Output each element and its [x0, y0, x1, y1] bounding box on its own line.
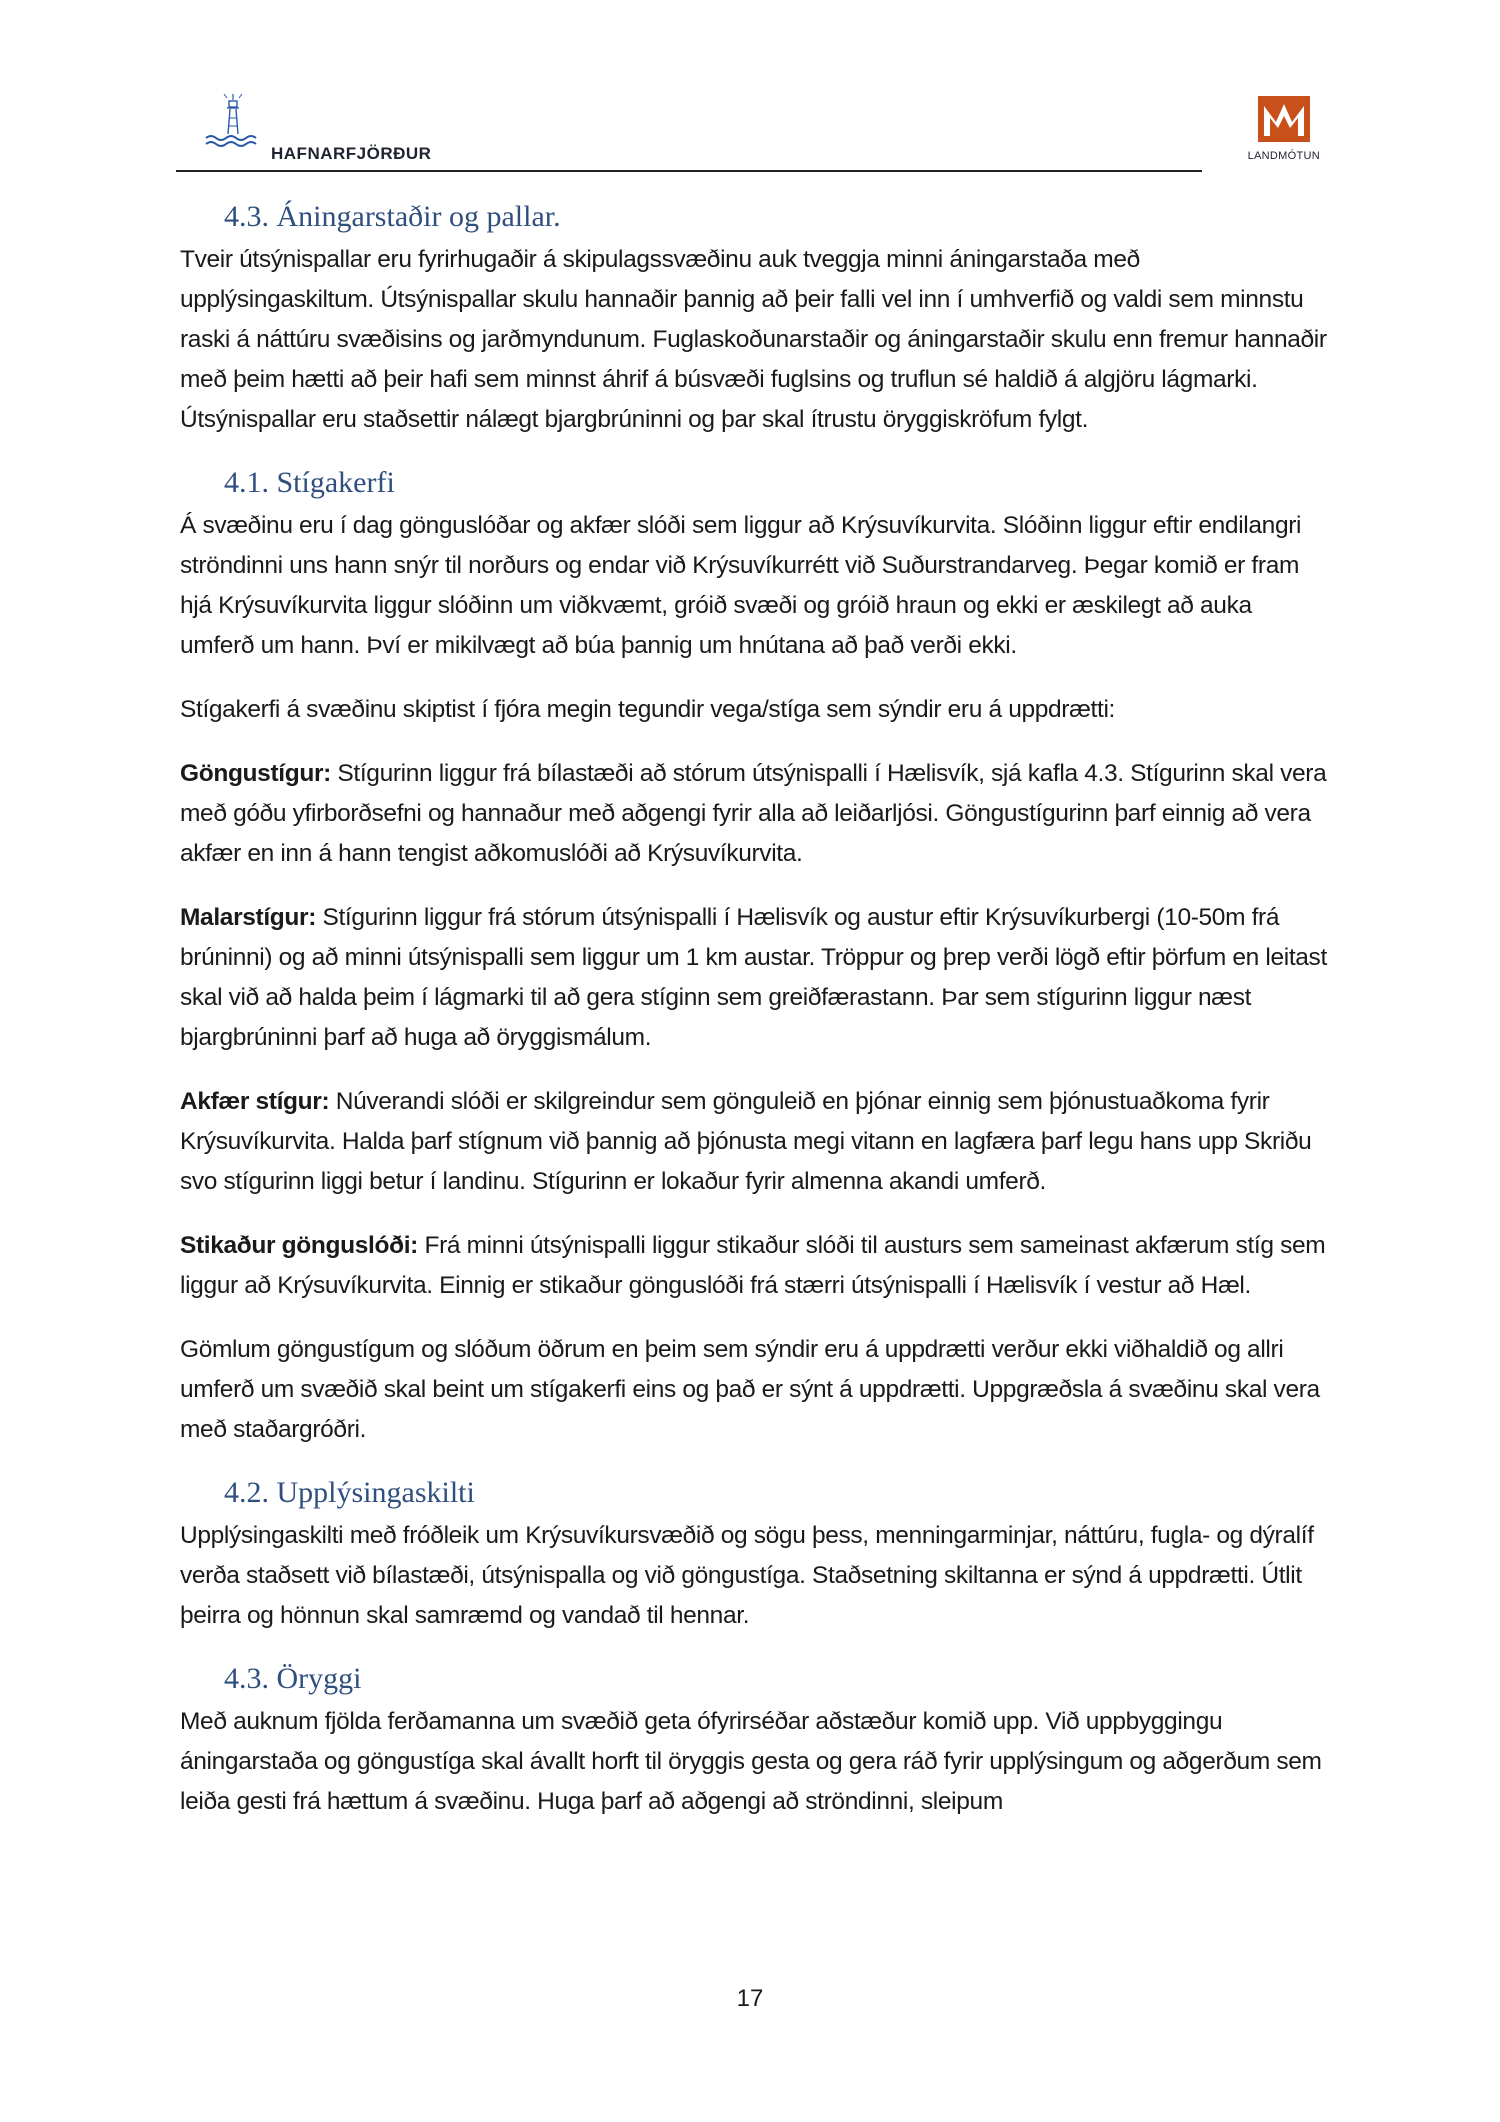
document-body [180, 198, 1330, 1846]
section-heading: 4.1. Stígakerfi [224, 466, 395, 499]
paragraph-stikadur-gonguslodi [180, 1226, 1330, 1306]
term-label: Göngustígur: [180, 760, 331, 787]
paragraph: Með auknum fjölda ferðamanna um svæðið geta ófyrirséðar aðstæður komið upp. Við uppbyggingu áningarstaða og göngustíga skal ávallt horft til öryggis gesta og gera ráð fyrir upplýsingum og aðgerðum sem leiða gesti frá hættum á svæðinu. Huga þarf að aðgengi að ströndinni, sleipum [180, 1708, 1322, 1815]
paragraph-malarstigur [180, 898, 1330, 1058]
section-aningarstadir [180, 198, 1330, 440]
page-number: 17 [736, 1985, 764, 2012]
term-text: Frá minni útsýnispalli liggur stikaður slóði til austurs sem sameinast akfærum stíg sem liggur að Krýsuvíkurvita. Einnig er stikaður gönguslóði frá stærri útsýnispalli í Hælisvík í vestur að Hæl. [180, 1232, 1326, 1299]
term-label: Malarstígur: [180, 904, 317, 931]
paragraph: Upplýsingaskilti með fróðleik um Krýsuvíkursvæðið og sögu þess, menningarminjar, náttúru, fugla- og dýralíf verða staðsett við bílastæði, útsýnispalla og við göngustíga. Staðsetning skiltanna er sýnd á uppdrætti. Útlit þeirra og hönnun skal samræmd og vandað til hennar. [180, 1522, 1314, 1629]
header-divider [176, 170, 1202, 172]
section-heading: 4.2. Upplýsingaskilti [224, 1476, 475, 1509]
landmotun-emblem-icon [1258, 96, 1310, 142]
paragraph: Stígakerfi á svæðinu skiptist í fjóra megin tegundir vega/stíga sem sýndir eru á uppdrætti: [180, 696, 1116, 723]
lighthouse-icon [198, 92, 268, 152]
term-text: Stígurinn liggur frá bílastæði að stórum útsýnispalli í Hælisvík, sjá kafla 4.3. Stígurinn skal vera með góðu yfirborðsefni og hannaður með aðgengi fyrir alla að leiðarljósi. Göngustígurinn þarf einnig að vera akfær en inn á hann tengist aðkomuslóði að Krýsuvíkurvita. [180, 760, 1327, 867]
paragraph: Á svæðinu eru í dag gönguslóðar og akfær slóði sem liggur að Krýsuvíkurvita. Slóðinn liggur eftir endilangri ströndinni uns hann snýr til norðurs og endar við Krýsuvíkurrétt við Suðurstrandarveg. Þegar komið er fram hjá Krýsuvíkurvita liggur slóðinn um viðkvæmt, gróið svæði og gróið hraun og ekki er æskilegt að auka umferð um hann. Því er mikilvægt að búa þannig um hnútana að það verði ekki. [180, 512, 1302, 659]
hafnarfjordur-logo-text: HAFNARFJÖRÐUR [271, 144, 432, 163]
paragraph-gongustigur [180, 754, 1330, 874]
section-oryggi [180, 1660, 1330, 1822]
section-heading: 4.3. Áningarstaðir og pallar. [224, 200, 561, 233]
page-header [176, 92, 1320, 172]
landmotun-logo-text: LANDMÓTUN [1247, 150, 1320, 162]
hafnarfjordur-logo [198, 92, 432, 163]
landmotun-logo [1230, 96, 1320, 166]
section-stigakerfi [180, 464, 1330, 1450]
section-heading: 4.3. Öryggi [224, 1662, 362, 1695]
paragraph-akfaer-stigur [180, 1082, 1330, 1202]
paragraph: Tveir útsýnispallar eru fyrirhugaðir á skipulagssvæðinu auk tveggja minni áningarstaða með upplýsingaskiltum. Útsýnispallar skulu hannaðir þannig að þeir falli vel inn í umhverfið og valdi sem minnstu raski á náttúru svæðisins og jarðmyndunum. Fuglaskoðunarstaðir og áningarstaðir skulu enn fremur hannaðir með þeim hætti að þeir hafi sem minnst áhrif á búsvæði fuglsins og truflun sé haldið á algjöru lágmarki. Útsýnispallar eru staðsettir nálægt bjargbrúninni og þar skal ítrustu öryggiskröfum fylgt. [180, 246, 1327, 433]
term-text: Stígurinn liggur frá stórum útsýnispalli í Hælisvík og austur eftir Krýsuvíkurbergi (10-50m frá brúninni) og að minni útsýnispalli sem liggur um 1 km austar. Tröppur og þrep verði lögð eftir þörfum en leitast skal við að halda þeim í lágmarki til að gera stíginn sem greiðfærastann. Þar sem stígurinn liggur næst bjargbrúninni þarf að huga að öryggismálum. [180, 904, 1327, 1051]
section-upplysingaskilti [180, 1474, 1330, 1636]
term-label: Akfær stígur: [180, 1088, 330, 1115]
term-label: Stikaður gönguslóði: [180, 1232, 418, 1259]
term-text: Núverandi slóði er skilgreindur sem gönguleið en þjónar einnig sem þjónustuaðkoma fyrir Krýsuvíkurvita. Halda þarf stígnum við þannig að þjónusta megi vitann en lagfæra þarf legu hans upp Skriðu svo stígurinn liggi betur í landinu. Stígurinn er lokaður fyrir almenna akandi umferð. [180, 1088, 1312, 1195]
paragraph: Gömlum göngustígum og slóðum öðrum en þeim sem sýndir eru á uppdrætti verður ekki viðhaldið og allri umferð um svæðið skal beint um stígakerfi eins og það er sýnt á uppdrætti. Uppgræðsla á svæðinu skal vera með staðargróðri. [180, 1336, 1320, 1443]
